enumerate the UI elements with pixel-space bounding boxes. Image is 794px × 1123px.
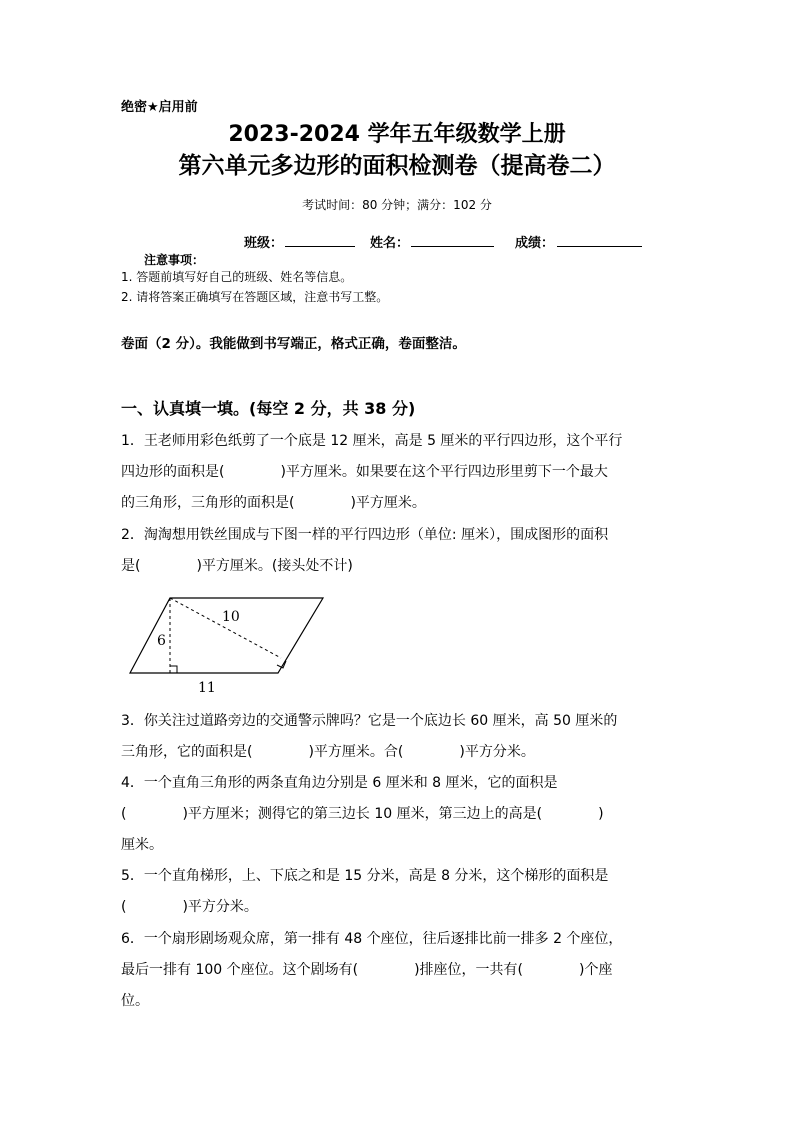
parallelogram-figure [126,590,326,700]
question-line: ( )平方分米。 [121,899,258,915]
question-line: 最后一排有 100 个座位。这个剧场有( )排座位，一共有( )个座 [121,962,613,978]
label-eleven: 11 [198,680,216,696]
confidential-label: 绝密★启用前 [121,100,198,115]
score-blank[interactable] [557,246,642,247]
question-line: 2．淘淘想用铁丝围成与下图一样的平行四边形（单位: 厘米），围成图形的面积 [121,527,609,543]
class-label: 班级： [244,236,284,251]
page-title: 2023-2024 学年五年级数学上册 [228,122,566,147]
neatness-statement: 卷面（2 分）。我能做到书写端正，格式正确，卷面整洁。 [121,336,466,352]
diagonal-height-line [170,598,281,658]
question-line: 6．一个扇形剧场观众席，第一排有 48 个座位，往后逐排比前一排多 2 个座位， [121,931,623,947]
label-six: 6 [157,633,166,649]
score-label: 成绩： [515,236,555,251]
question-line: 3．你关注过道路旁边的交通警示牌吗？它是一个底边长 60 厘米，高 50 厘米的 [121,713,618,729]
page-subtitle: 第六单元多边形的面积检测卷（提高卷二） [178,153,616,179]
question-line: 是( )平方厘米。(接头处不计) [121,558,353,574]
question-line: ( )平方厘米；测得它的第三边长 10 厘米，第三边上的高是( ) [121,806,604,822]
question-line: 5．一个直角梯形，上、下底之和是 15 分米，高是 8 分米，这个梯形的面积是 [121,868,609,884]
exam-info: 考试时间：80 分钟；满分：102 分 [302,198,492,212]
name-blank[interactable] [411,246,494,247]
question-line: 四边形的面积是( )平方厘米。如果要在这个平行四边形里剪下一个最大 [121,464,608,480]
label-ten: 10 [222,609,240,625]
note-item: 1. 答题前填写好自己的班级、姓名等信息。 [121,270,353,284]
question-line: 位。 [121,993,149,1009]
question-line: 的三角形，三角形的面积是( )平方厘米。 [121,495,426,511]
name-label: 姓名： [370,236,410,251]
notes-title: 注意事项： [144,253,205,267]
section-title: 一、认真填一填。(每空 2 分，共 38 分) [121,399,416,418]
question-line: 三角形，它的面积是( )平方厘米。合( )平方分米。 [121,744,535,760]
class-blank[interactable] [285,246,355,247]
question-line: 厘米。 [121,837,163,853]
question-line: 4．一个直角三角形的两条直角边分别是 6 厘米和 8 厘米，它的面积是 [121,775,558,791]
question-line: 1．王老师用彩色纸剪了一个底是 12 厘米，高是 5 厘米的平行四边形，这个平行 [121,433,623,449]
note-item: 2. 请将答案正确填写在答题区域，注意书写工整。 [121,290,389,304]
right-angle-marker [170,666,177,673]
